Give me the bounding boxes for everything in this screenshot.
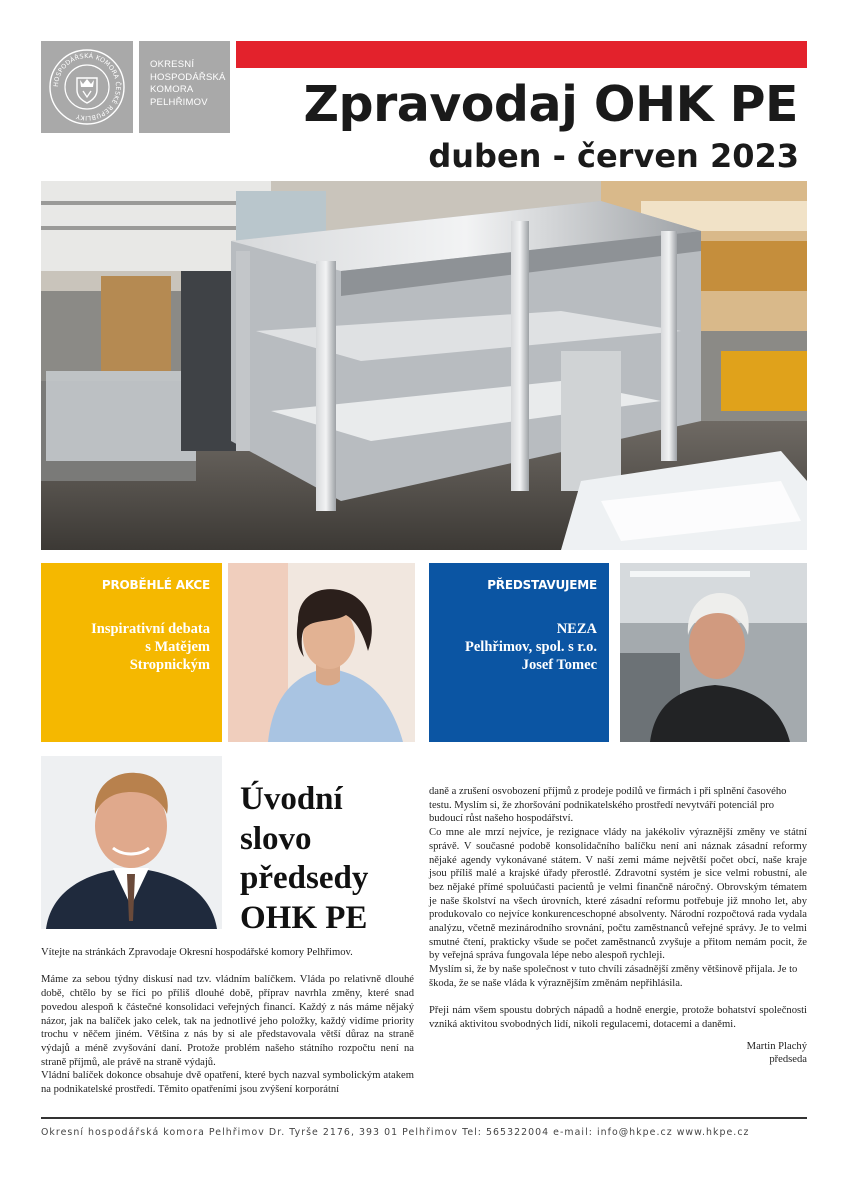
signature-role: předseda bbox=[769, 1054, 807, 1066]
past-events-heading: PROBĚHLÉ AKCE bbox=[101, 578, 210, 592]
past-events-teaser bbox=[91, 620, 210, 674]
introducing-line: Pelhřimov, spol. s r.o. bbox=[465, 639, 597, 655]
chamber-seal-icon bbox=[47, 47, 127, 127]
introducing-line: NEZA bbox=[556, 621, 597, 637]
portrait-young-man-photo bbox=[228, 563, 415, 742]
header-accent-bar bbox=[236, 41, 807, 68]
chamber-logo bbox=[41, 41, 133, 133]
chamber-name-line: OKRESNÍ bbox=[150, 59, 195, 70]
newsletter-title: Zpravodaj OHK PE bbox=[303, 76, 798, 133]
president-portrait-photo bbox=[41, 756, 222, 929]
introducing-teaser bbox=[465, 620, 597, 674]
article-paragraph: Vítejte na stránkách Zpravodaje Okresní hospodářské komory Pelhřimov. bbox=[41, 947, 353, 958]
chamber-name-line: HOSPODÁŘSKÁ bbox=[150, 71, 226, 83]
article-paragraph: Vládní balíček dokonce obsahuje dvě opatření, které bych nazval symbolickým atakem na podnikatelské prostředí. Těmito opatřeními jsou zvýšení korporátní bbox=[41, 1070, 414, 1096]
hero-photo-workshop bbox=[41, 181, 807, 550]
article-heading bbox=[240, 780, 368, 938]
past-events-tile[interactable] bbox=[41, 563, 222, 742]
article-heading-line: předsedy bbox=[240, 860, 369, 896]
article-heading-line: slovo bbox=[240, 820, 312, 857]
introducing-tile[interactable] bbox=[429, 563, 609, 742]
introducing-heading: PŘEDSTAVUJEME bbox=[487, 578, 597, 592]
article-paragraph: Máme za sebou týdny diskusí nad tzv. vládním balíčkem. Vláda po relativně dlouhé době, chtělo by se říci po příliš dlouhé době, příprav navrhla změny, které snad povedou alespoň k částečné konsolidaci veřejných financí. Každý z nás máme nějaký názor, jak na balíček jako celek, tak na jednotlivé jeho položky, každý vidíme priority trochu v něčem jiném. Většina z nás by si ale představovala větší důraz na straně výdajů a méně zvyšování daní. Protože problém našeho státního rozpočtu není na straně příjmů, ale právě na straně výdajů. bbox=[41, 974, 414, 1068]
introducing-line: Josef Tomec bbox=[521, 657, 597, 673]
article-paragraph: Co mne ale mrzí nejvíce, je rezignace vlády na jakékoliv výraznější změny ve státní správě. V současné podobě konsolidačního balíčku není ani náznak zásadní reformy nějaké agendy vykonávané státem. V naší zemi máme největší počet obcí, naše kraje jsou příliš malé a krajské úřady přerostlé. Zdravotní systém je sice velmi robustní, ale bez nějaké přímé spoluúčasti pacientů je velmi finančně náročný. Obrovským tématem je naše školství na všech úrovních, které zásadní reformu potřebuje již mnoho let, aby produkovalo co nejvíce konkurenceschopné absolventy. Národní rozpočtová rada vydala analýzu, včetně mezinárodního srovnání, počtu zaměstnanců veřejné správy. Je to velmi smutné čtení, prakticky všude se počet zaměstnanců zvyšuje a přitom nemám pocit, že by veřejná správa fungovala lépe nebo alespoň rychleji. bbox=[429, 827, 807, 962]
article-heading-line: Úvodní bbox=[240, 781, 343, 817]
signature-block bbox=[429, 1040, 807, 1067]
article-paragraph: daně a zrušení osvobození příjmů z prodeje podílů ve firmách i při splnění časového testu. Myslím si, že zhoršování podnikatelského prostředí nevytváří potenciál pro budoucí růst našeho hospodářství. bbox=[429, 786, 787, 825]
footer-contact: Okresní hospodářská komora Pelhřimov Dr. Tyrše 2176, 393 01 Pelhřimov Tel: 565322004 e-mail: info@hkpe.cz www.hkpe.cz bbox=[41, 1127, 750, 1138]
past-events-line: Stropnickým bbox=[129, 657, 210, 673]
chamber-name-box bbox=[139, 41, 230, 133]
past-events-line: s Matějem bbox=[145, 639, 210, 655]
article-heading-line: OHK PE bbox=[240, 899, 368, 936]
newsletter-issue: duben - červen 2023 bbox=[428, 137, 799, 175]
signature-name: Martin Plachý bbox=[746, 1040, 807, 1052]
article-paragraph: Přeji nám všem spoustu dobrých nápadů a hodně energie, protože bohatství společnosti vzniká aktivitou svobodných lidí, nikoli regulacemi, dotacemi a daněmi. bbox=[429, 1005, 807, 1030]
chamber-name-line: KOMORA bbox=[150, 84, 194, 95]
svg-text:HOSPODÁŘSKÁ KOMORA ČESKÉ REPUB: HOSPODÁŘSKÁ KOMORA ČESKÉ REPUBLIKY bbox=[52, 52, 122, 122]
past-events-line: Inspirativní debata bbox=[91, 621, 210, 637]
article-right-column bbox=[429, 785, 807, 1067]
article-left-column bbox=[41, 946, 414, 1097]
chamber-name-line: PELHŘIMOV bbox=[150, 96, 208, 108]
portrait-older-man-photo bbox=[620, 563, 807, 742]
footer-divider bbox=[41, 1117, 807, 1119]
article-paragraph: Myslím si, že by naše společnost v tuto chvíli zásadnější změny většinově přijala. Je to škoda, že se naše vláda k výraznějším změnám nepřihlásila. bbox=[429, 964, 798, 989]
